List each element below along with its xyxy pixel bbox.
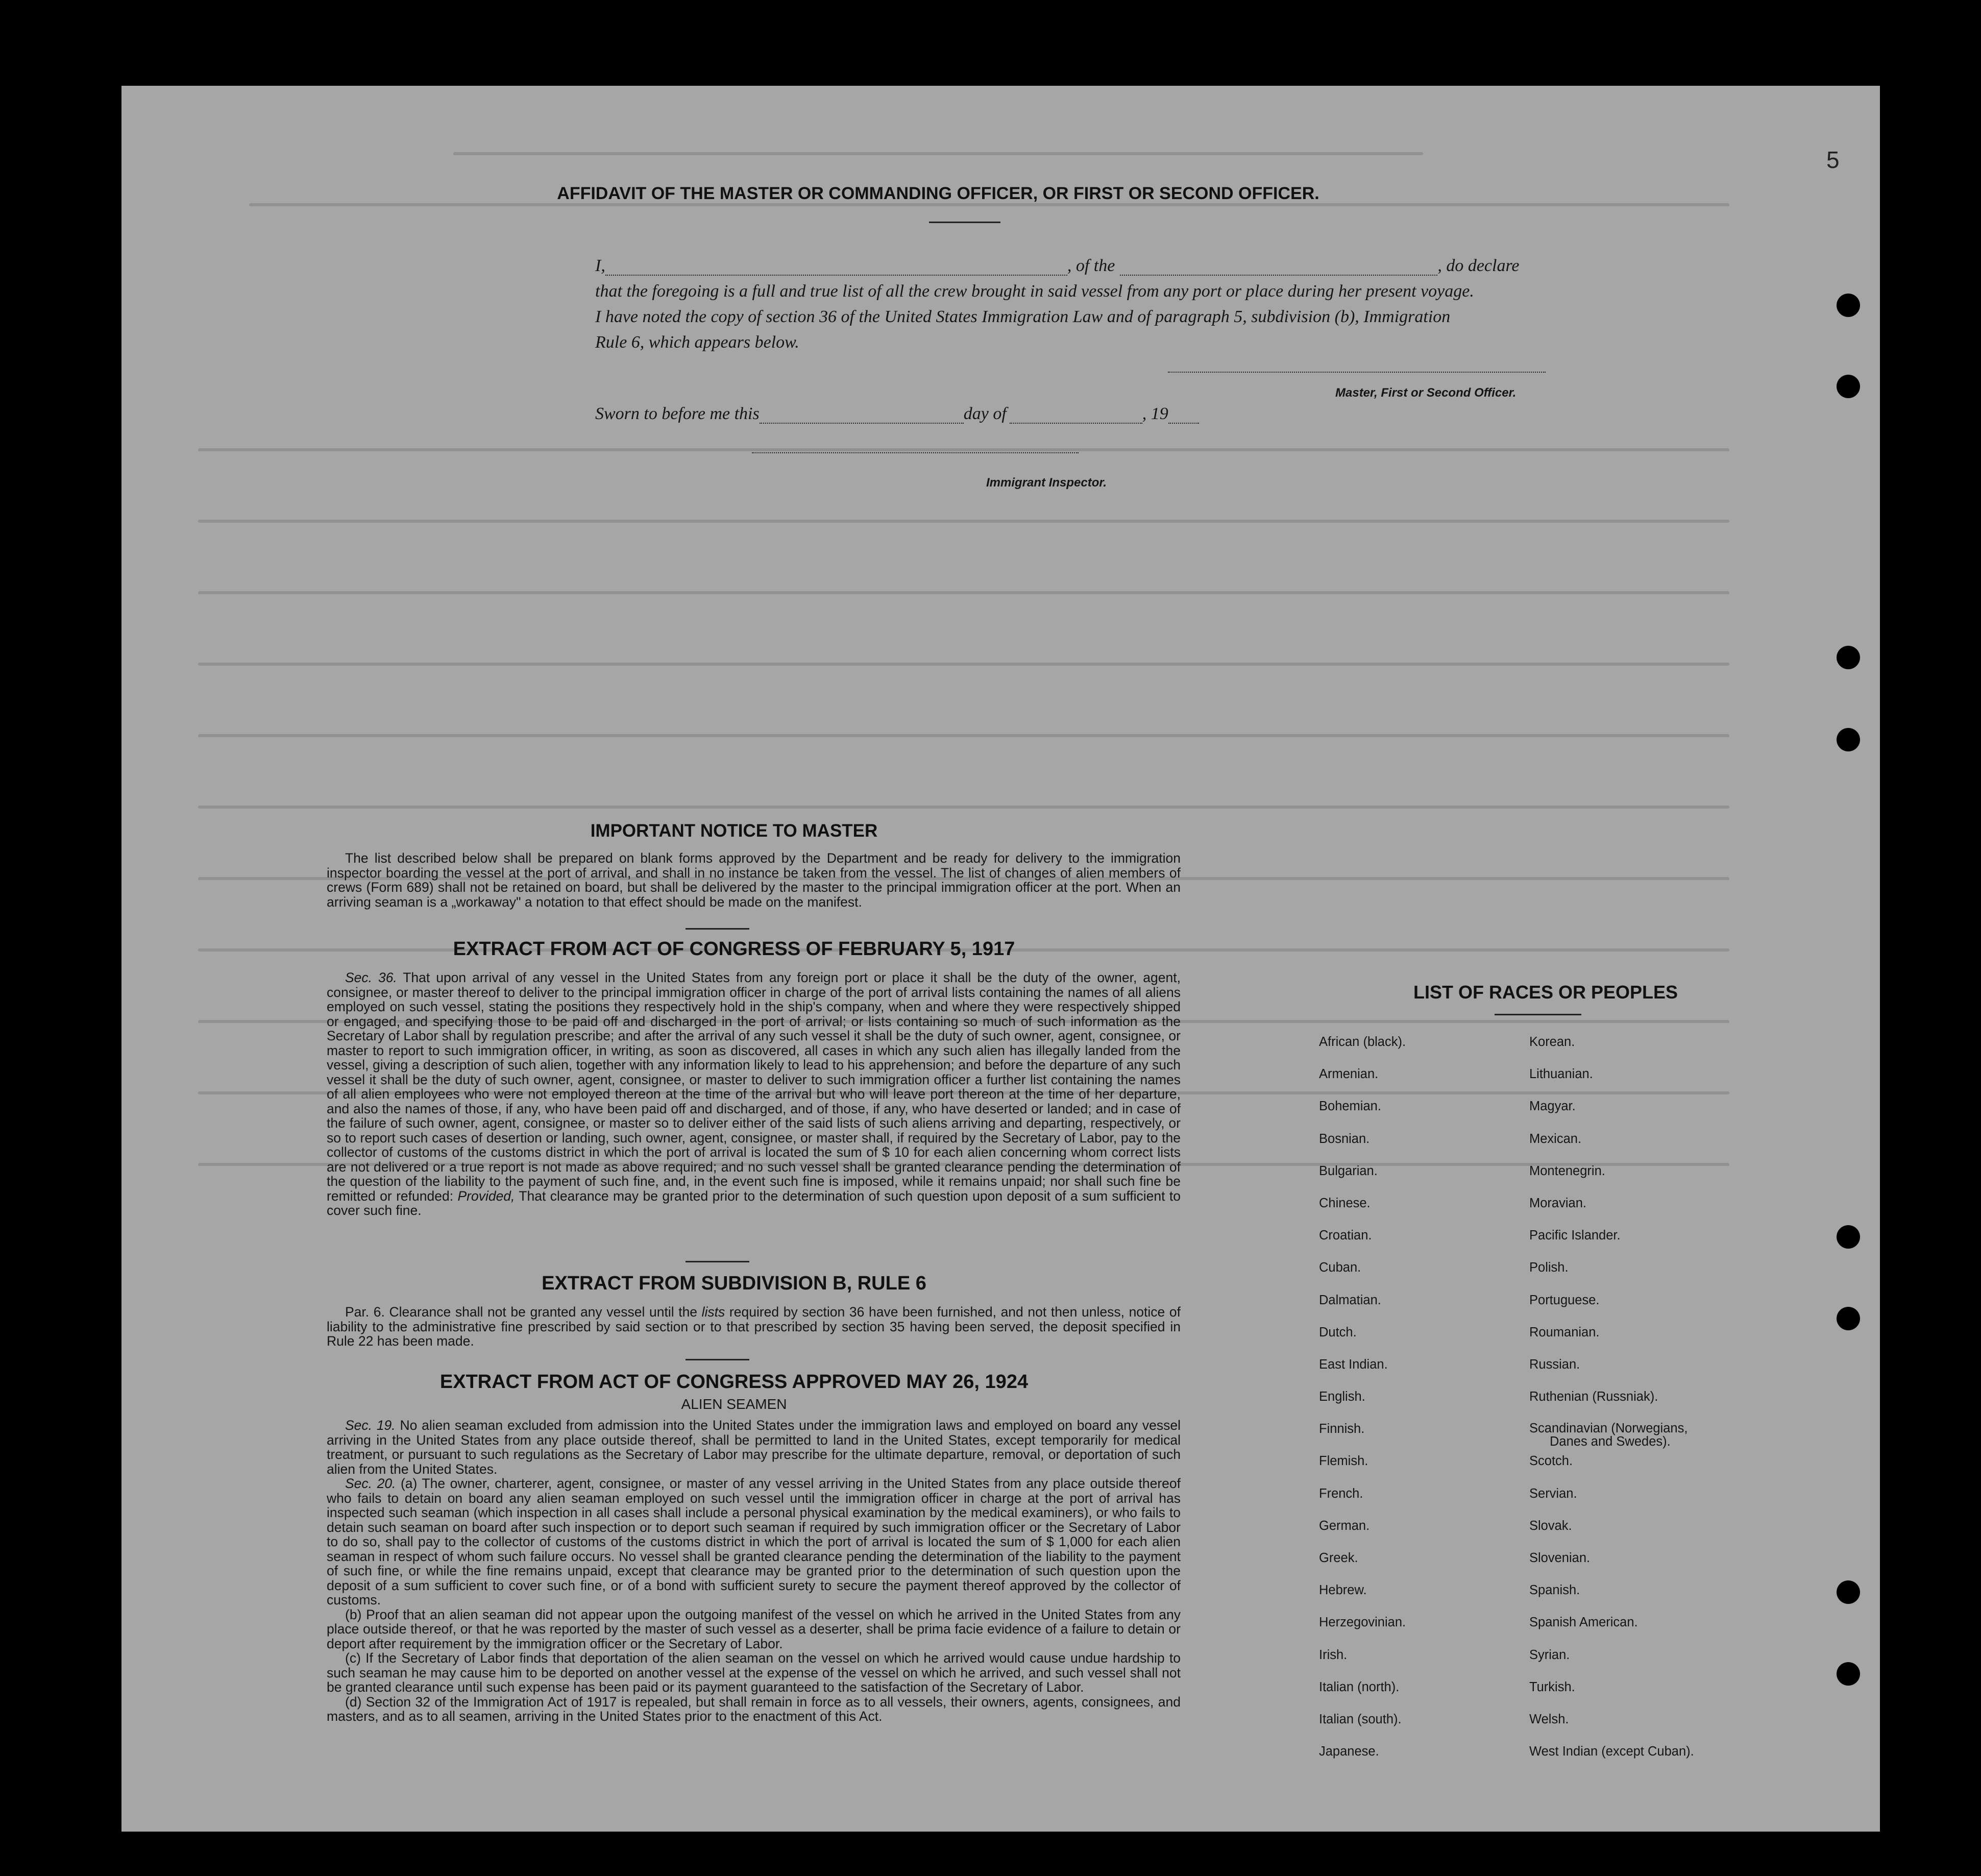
race-item: Servian. (1529, 1486, 1577, 1501)
race-item: Chinese. (1319, 1196, 1371, 1210)
affidavit-i-label: I, (595, 256, 605, 275)
notice-title: IMPORTANT NOTICE TO MASTER (590, 821, 878, 841)
sworn-year-blank (1168, 407, 1199, 424)
race-item: Japanese. (1319, 1744, 1379, 1759)
sec19-text: No alien seaman excluded from admission into the United States under the immigration laws and employed on board any vessel arriving in the United States from any place outside thereof, shall be permitted to land in the United States, except temporarily for medical treatment, or pursuant to such regulations as the Secretary of Labor may prescribe for the ultimate departure, removal, or deportation of such alien from the United States. (327, 1418, 1181, 1477)
affidavit-text-line: Rule 6, which appears below. (595, 333, 799, 352)
rule6-title: EXTRACT FROM SUBDIVISION B, RULE 6 (542, 1273, 926, 1294)
race-item: Flemish. (1319, 1454, 1368, 1469)
race-item: Roumanian. (1529, 1325, 1600, 1339)
race-item: Herzegovinian. (1319, 1615, 1406, 1630)
race-item: Finnish. (1319, 1422, 1365, 1436)
binder-hole (1837, 1307, 1860, 1330)
affidavit-title-rule (929, 222, 1000, 223)
races-title-rule (1495, 1014, 1581, 1015)
sec36-text-end: That clearance may be granted prior to the determination of such question upon deposit of a sum sufficient to cover such fine. (327, 1188, 1181, 1218)
inspector-signature-caption: Immigrant Inspector. (986, 476, 1107, 490)
race-item: Russian. (1529, 1357, 1580, 1372)
master-signature-line (1168, 372, 1546, 373)
race-item: Moravian. (1529, 1196, 1586, 1210)
sec20b-text: (b) Proof that an alien seaman did not appear upon the outgoing manifest of the vessel on which he arrived in the United States from any place outside thereof, or that he was reported by the master of such vessel as a deserter, shall be prima facie evidence of a failure to detain or deport after requirement by the immigration officer or the Secretary of Labor. (327, 1606, 1181, 1651)
races-title: LIST OF RACES OR PEOPLES (1413, 982, 1678, 1003)
binder-hole (1837, 1662, 1860, 1686)
affidavit-do-declare-label: , do declare (1437, 256, 1520, 275)
corner-marking: 5 (1826, 147, 1840, 173)
race-item: Mexican. (1529, 1131, 1582, 1146)
race-item: German. (1319, 1518, 1370, 1533)
race-item: Dalmatian. (1319, 1293, 1381, 1307)
act1917-text (327, 970, 1181, 1218)
sec20d-text: (d) Section 32 of the Immigration Act of 1917 is repealed, but shall remain in force as to all vessels, their owners, agents, consignees, and masters, and as to all seamen, arriving in the United States prior to the enactment of this Act. (327, 1694, 1181, 1724)
race-item: Spanish American. (1529, 1615, 1638, 1630)
sec19-label: Sec. 19. (345, 1418, 396, 1433)
race-item: Bohemian. (1319, 1099, 1381, 1114)
race-item: Portuguese. (1529, 1293, 1600, 1307)
binder-hole (1837, 728, 1860, 751)
binder-hole (1837, 1580, 1860, 1604)
race-item: Spanish. (1529, 1583, 1580, 1598)
races-right-column (1529, 1035, 1723, 1776)
sworn-line (595, 404, 1199, 424)
inspector-signature-line (752, 452, 1079, 453)
sworn-month-blank (1010, 407, 1142, 424)
race-item: French. (1319, 1486, 1363, 1501)
binder-hole (1837, 1225, 1860, 1249)
act1917-rule (686, 1261, 749, 1262)
race-item: English. (1319, 1390, 1365, 1404)
race-item: Pacific Islander. (1529, 1228, 1621, 1243)
races-left-column (1319, 1035, 1406, 1776)
affidavit-text-line: I have noted the copy of section 36 of the United States Immigration Law and of paragraph 5, subdivision (b), Immigration (595, 307, 1451, 326)
race-item: Polish. (1529, 1260, 1569, 1275)
race-item: Greek. (1319, 1551, 1358, 1565)
binder-hole (1837, 294, 1860, 317)
race-item-scandinavian-line2: Danes and Swedes). (1550, 1434, 1671, 1449)
race-item: Korean. (1529, 1035, 1575, 1049)
race-item: Welsh. (1529, 1712, 1569, 1726)
master-name-blank (605, 259, 1067, 276)
race-item: Hebrew. (1319, 1583, 1367, 1598)
sworn-prefix-label: Sworn to before me this (595, 404, 760, 423)
master-signature-caption: Master, First or Second Officer. (1335, 386, 1517, 400)
binder-hole (1837, 375, 1860, 398)
sworn-year-label: , 19 (1142, 404, 1168, 423)
rule6-text (327, 1305, 1181, 1349)
race-item: Italian (south). (1319, 1712, 1402, 1726)
act1924-title: EXTRACT FROM ACT OF CONGRESS APPROVED MAY 26, 1924 (439, 1371, 1029, 1393)
affidavit-of-the-label: , of the (1067, 256, 1115, 275)
race-item-scandinavian-line1: Scandinavian (Norwegians, (1529, 1421, 1688, 1436)
race-item: Scotch. (1529, 1454, 1573, 1469)
race-item: African (black). (1319, 1035, 1406, 1049)
race-item-scandinavian (1529, 1422, 1723, 1454)
race-item: Slovak. (1529, 1518, 1572, 1533)
race-item: Croatian. (1319, 1228, 1372, 1243)
sec36-text: That upon arrival of any vessel in the United States from any foreign port or place it shall be the duty of the owner, agent, consignee, or master thereof to deliver to the principal immigration officer in charge of the port of arrival lists containing the names of all aliens employed on such vessel, stating the positions they respectively hold in the ship's company, when and where they were respectively shipped or engaged, and specifying those to be paid off and discharged in the port of arrival; or lists containing so much of such information as the Secretary of Labor shall by regulation prescribe; and after the arrival of any such vessel it shall be the duty of such owner, agent, consignee, or master to report to such immigration officer, in writing, as soon as discovered, all cases in which any such alien has illegally landed from the vessel, giving a description of such alien, together with any information likely to lead to his apprehension; and before the departure of any such vessel it shall be the duty of such owner, agent, consignee, or master to deliver to such immigration officer a further list containing the names of all alien employees who were not employed thereon at the time of the arrival but who will leave port thereon at the time of her departure, and also the names of those, if any, who have been paid off and discharged, and of those, if any, who have deserted or landed; and in case of the failure of such owner, agent, consignee, or master so to deliver either of the said lists of such aliens arriving and departing, respectively, or so to report such cases of desertion or landing, such owner, agent, consignee, or master shall, if required by the Secretary of Labor, pay to the collector of customs of the customs district in which the port of arrival is located the sum of $ 10 for each alien concerning whom correct lists are not delivered or a true report is not made as above required; and no such vessel shall be granted clearance pending the determination of the question of the liability to the payment of such fine, and, in the event such fine is imposed, while it remains unpaid; nor shall such fine be remitted or refunded: (327, 970, 1181, 1204)
race-item: West Indian (except Cuban). (1529, 1744, 1694, 1759)
affidavit-title: AFFIDAVIT OF THE MASTER OR COMMANDING OFFICER, OR FIRST OR SECOND OFFICER. (557, 184, 1319, 203)
race-item: Italian (north). (1319, 1679, 1400, 1694)
act1924-text (327, 1418, 1181, 1724)
act1917-title: EXTRACT FROM ACT OF CONGRESS OF FEBRUARY 5, 1917 (453, 938, 1015, 960)
race-item: Turkish. (1529, 1679, 1575, 1694)
affidavit-text-line: that the foregoing is a full and true list of all the crew brought in said vessel from any port or place during her present voyage. (595, 282, 1474, 301)
race-item: Ruthenian (Russniak). (1529, 1390, 1658, 1404)
affidavit-declaration-line (595, 256, 1520, 276)
rule6-rule (686, 1359, 749, 1360)
race-item: Bulgarian. (1319, 1163, 1378, 1178)
race-item: Armenian. (1319, 1067, 1379, 1082)
notice-text (327, 851, 1181, 909)
race-item: Bosnian. (1319, 1131, 1370, 1146)
sworn-day-blank (760, 407, 964, 424)
sec20c-text: (c) If the Secretary of Labor finds that deportation of the alien seaman on the vessel on which he arrived would cause undue hardship to such seaman he may cause him to be deported on another vessel at the expense of the vessel on which he arrived, and such vessel shall not be granted clearance until such expense has been paid or its payment guaranteed to the satisfaction of the Secretary of Labor. (327, 1650, 1181, 1695)
manifest-sheet (121, 86, 1880, 1832)
race-item: Syrian. (1529, 1647, 1570, 1662)
race-item: Dutch. (1319, 1325, 1357, 1339)
provided-label: Provided, (457, 1188, 515, 1204)
vessel-name-blank (1120, 259, 1437, 276)
sec20a-text: (a) The owner, charterer, agent, consignee, or master of any vessel arriving in the United States from any place outside thereof who fails to detain on board any alien seaman employed on such vessel until the immigration officer in charge at the port of arrival has inspected such seaman (which inspection in all cases shall include a personal physical examination by the medical examiners), or who fails to detain such seaman on board after such inspection or to deport such seaman if required by such immigration officer or the Secretary of Labor to do so, shall pay to the collector of customs of the customs district in which the port of arrival is located the sum of $ 1,000 for each alien seaman in respect of whom such failure occurs. No vessel shall be granted clearance pending the determination of the liability to the payment of such fine, or while the fine remains unpaid, except that clearance may be granted prior to the determination of such question upon the deposit of a sum sufficient to cover such fine, or of a bond with sufficient surety to secure the payment thereof approved by the collector of customs. (327, 1476, 1181, 1607)
race-item: East Indian. (1319, 1357, 1388, 1372)
sec36-label: Sec. 36. (345, 970, 397, 985)
sworn-day-of-label: day of (963, 404, 1007, 423)
binder-hole (1837, 646, 1860, 669)
race-item: Magyar. (1529, 1099, 1576, 1114)
race-item: Cuban. (1319, 1260, 1361, 1275)
act1924-subtitle: ALIEN SEAMEN (681, 1396, 787, 1412)
par6-text: Par. 6. Clearance shall not be granted any vessel until the (345, 1304, 702, 1320)
race-item: Montenegrin. (1529, 1163, 1605, 1178)
lists-word: lists (701, 1304, 725, 1320)
notice-paragraph: The list described below shall be prepared on blank forms approved by the Department and be ready for delivery to the immigration inspector boarding the vessel at the port of arrival, and shall in no instance be taken from the vessel. The list of changes of alien members of crews (Form 689) shall not be retained on board, but shall be delivered by the master to the principal immigration officer at the port. When an arriving seaman is a „workaway" a notation to that effect should be made on the manifest. (327, 850, 1181, 910)
race-item: Slovenian. (1529, 1551, 1591, 1565)
sec20-label: Sec. 20. (345, 1476, 396, 1491)
race-item: Lithuanian. (1529, 1067, 1593, 1082)
notice-rule (686, 928, 749, 930)
race-item: Irish. (1319, 1647, 1348, 1662)
par6-text-end: required by section 36 have been furnished, and not then unless, notice of liability to the administrative fine prescribed by said section or to that prescribed by section 35 having been served, the deposit specified in Rule 22 has been made. (327, 1304, 1181, 1349)
